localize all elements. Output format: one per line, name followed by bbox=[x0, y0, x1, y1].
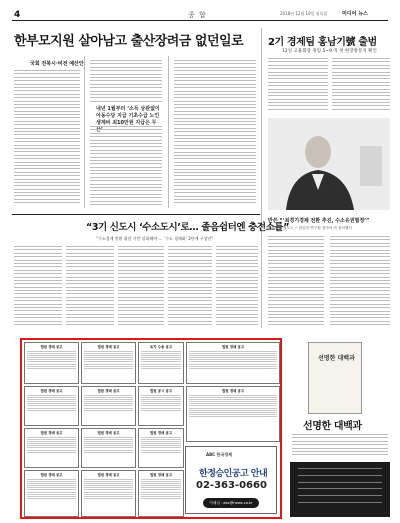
notice-ad[interactable]: 법원 공시 공고 bbox=[138, 386, 184, 426]
notice-ad[interactable]: 법원 경매 공고 bbox=[138, 428, 184, 468]
notice-ad[interactable]: 법원 경매 공고 bbox=[24, 428, 79, 468]
column-divider bbox=[84, 56, 85, 208]
notice-ad[interactable]: 법원 경매 공고 bbox=[186, 342, 280, 384]
story-kicker: 국회 전북시·비전 예산안 bbox=[30, 61, 84, 67]
contact-ad-title: 한정승인공고 안내 bbox=[199, 469, 268, 479]
main-headline: 한부모지원 살아남고 출산장려금 없던일로 bbox=[14, 34, 244, 49]
contact-phone[interactable]: 02-363-0660 bbox=[196, 480, 267, 491]
right-body-text-a bbox=[268, 58, 328, 116]
mid-body-col2 bbox=[66, 246, 114, 332]
body-text-col1 bbox=[14, 70, 80, 210]
contact-logo: ABC 한국경제 bbox=[206, 452, 232, 457]
right-body-text-d bbox=[330, 236, 390, 332]
body-text-col2-top bbox=[90, 60, 162, 104]
header-rule bbox=[12, 20, 388, 21]
mid-subhead: “수소경제 전환 위한 기반 강화해야 … ‘수소 경제화’ 2단계 구상안” bbox=[96, 236, 214, 241]
person-photo-icon bbox=[268, 118, 390, 210]
photo-caption: 반쓴 “‘최경기경제 전환 추진, 수소유권협정’” bbox=[268, 218, 370, 224]
notice-ad[interactable]: 법원 경매 공고 bbox=[81, 342, 136, 384]
notice-ad[interactable]: 법원 경매 공고 bbox=[24, 470, 79, 517]
notice-ad[interactable]: 법원 경매 공고 bbox=[186, 386, 280, 442]
mid-body-col5 bbox=[216, 246, 258, 332]
right-body-text-c bbox=[268, 236, 324, 332]
pull-quote: 내년 1월부터 ‘소득 상관없이 아동수당 지급 기초수급 노인 생계비 최10만원 지급은 무 bbox=[96, 106, 160, 126]
body-text-col3 bbox=[174, 60, 256, 210]
right-headline: 2기 경제팀 홍남기號 출범 bbox=[268, 37, 377, 48]
page-number: 4 bbox=[14, 10, 21, 20]
issue-date: 2018년 12월 19일 월요일 bbox=[280, 11, 328, 16]
book-ad-info-box bbox=[290, 462, 390, 517]
mid-body-col3 bbox=[118, 246, 164, 332]
photo-caption-sub: 에이피에 집도도 ~ 함업지 연구원 참가의 번 참석했다 bbox=[268, 226, 352, 230]
newspaper-brand: 미디어 뉴스 bbox=[342, 11, 368, 17]
book-ad-headline: 선명한 대백과 bbox=[303, 421, 362, 432]
section-label: 종 합 bbox=[188, 11, 207, 19]
notice-ad[interactable]: 법원 경매 공고 bbox=[81, 428, 136, 468]
mid-body-col1 bbox=[14, 246, 62, 332]
right-body-text-b bbox=[332, 58, 390, 116]
notice-ad[interactable]: 법원 경매 공고 bbox=[138, 470, 184, 517]
contact-email-pill[interactable]: 이메일 : abc@news.co.kr bbox=[203, 498, 259, 508]
news-photo bbox=[268, 118, 390, 210]
mid-body-col4 bbox=[168, 246, 212, 332]
notice-ad[interactable]: 토지 수용 공고 bbox=[138, 342, 184, 384]
body-text-col2 bbox=[90, 126, 162, 210]
mid-headline: “3기 신도시 ‘수소도시’로… 졸음쉼터엔 충전소를” bbox=[86, 222, 290, 233]
notice-ad[interactable]: 법원 경매 공고 bbox=[81, 470, 136, 517]
column-divider bbox=[168, 56, 169, 208]
notice-ad[interactable]: 법원 경매 공고 bbox=[81, 386, 136, 426]
notice-ad[interactable]: 법원 경매 공고 bbox=[24, 386, 79, 426]
book-ad-text bbox=[292, 434, 388, 458]
right-subhead: 12일 고용회장 취임 5~9 직 첫 현장방문지 확인 bbox=[282, 49, 377, 54]
section-rule bbox=[12, 214, 260, 215]
column-divider bbox=[261, 28, 262, 328]
book-cover bbox=[308, 342, 362, 414]
book-cover-title: 선명한 대백과 bbox=[318, 355, 355, 362]
notice-ad[interactable]: 법원 경매 공고 bbox=[24, 342, 79, 384]
